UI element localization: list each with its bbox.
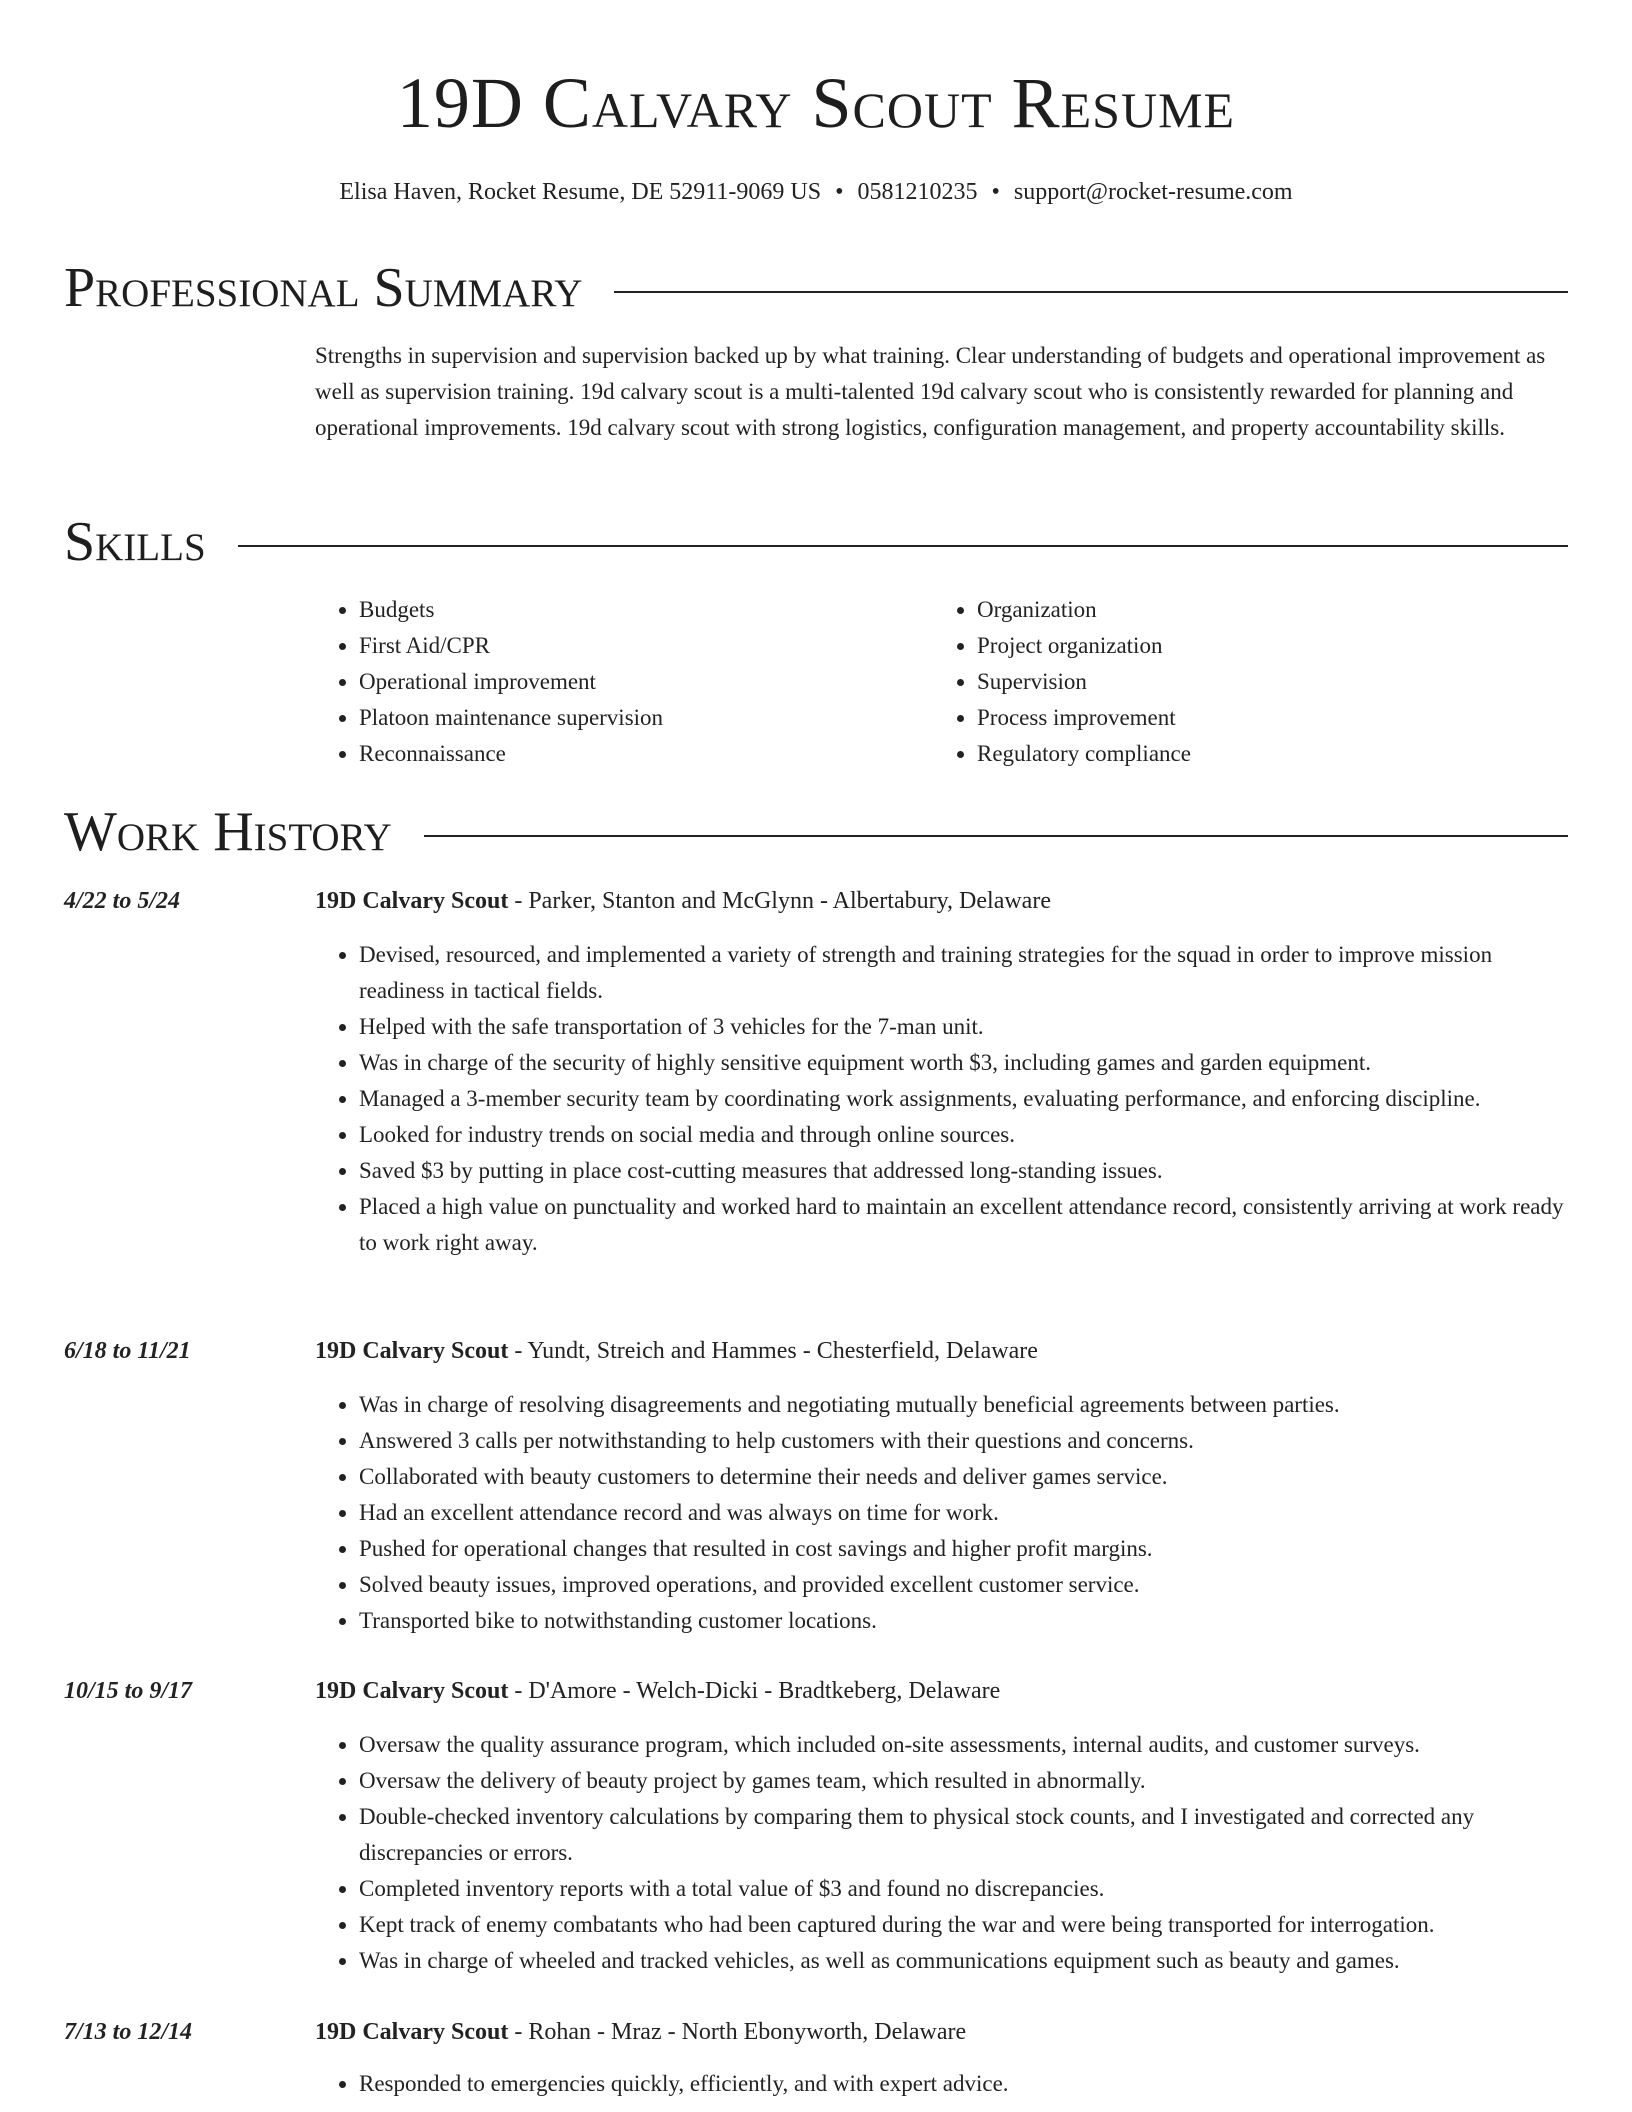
skills-column-left xyxy=(315,592,933,772)
job-bullet: • Had an excellent attendance record and was always on time for work. xyxy=(359,1495,1570,1531)
resume-title: 19D Calvary Scout Resume xyxy=(396,63,1236,143)
job-bullet: • Oversaw the quality assurance program, which included on-site assessments, internal audits, and customer surveys. xyxy=(359,1727,1570,1763)
job-bullet: • Was in charge of wheeled and tracked vehicles, as well as communications equipment such as beauty and games. xyxy=(359,1943,1570,1979)
skills-column-right xyxy=(933,592,1551,772)
job-bullet: • Managed a 3-member security team by coordinating work assignments, evaluating performance, and enforcing discipline. xyxy=(359,1081,1570,1117)
section-title-summary: Professional Summary xyxy=(64,257,583,319)
skill-item: • Reconnaissance xyxy=(359,736,933,772)
job-bullet: • Helped with the safe transportation of 3 vehicles for the 7-man unit. xyxy=(359,1009,1570,1045)
job-employer-location: - Yundt, Streich and Hammes - Chesterfield, Delaware xyxy=(508,1338,1038,1364)
skills-section-header xyxy=(64,510,1568,574)
job-title: 19D Calvary Scout xyxy=(315,1678,509,1704)
contact-separator: • xyxy=(835,179,844,205)
job-employer-location: - Rohan - Mraz - North Ebonyworth, Delaware xyxy=(508,2019,967,2045)
job-bullet: • Completed inventory reports with a total value of $3 and found no discrepancies. xyxy=(359,1871,1570,1907)
section-title-skills: Skills xyxy=(64,511,206,573)
job-bullet: • Devised, resourced, and implemented a variety of strength and training strategies for the squad in order to improve mission readiness in tactical fields. xyxy=(359,937,1570,1009)
skill-item: • Budgets xyxy=(359,592,933,628)
job-bullets xyxy=(315,2066,1570,2102)
job-bullet: • Oversaw the delivery of beauty project by games team, which resulted in abnormally. xyxy=(359,1763,1570,1799)
job-bullet: • Solved beauty issues, improved operations, and provided excellent customer service. xyxy=(359,1567,1570,1603)
job-bullet: • Answered 3 calls per notwithstanding to help customers with their questions and concerns. xyxy=(359,1423,1570,1459)
job-entry xyxy=(64,883,1570,1261)
job-bullets xyxy=(315,1387,1570,1639)
job-title: 19D Calvary Scout xyxy=(315,1338,509,1364)
job-heading xyxy=(315,1673,1000,1709)
job-bullet: • Pushed for operational changes that resulted in cost savings and higher profit margins. xyxy=(359,1531,1570,1567)
job-entry xyxy=(64,1333,1570,1639)
contact-email: support@rocket-resume.com xyxy=(1013,179,1293,205)
job-bullet: • Kept track of enemy combatants who had been captured during the war and were being transported for interrogation. xyxy=(359,1907,1570,1943)
skill-item: • Organization xyxy=(977,592,1551,628)
skill-item: • Process improvement xyxy=(977,700,1551,736)
section-divider xyxy=(614,291,1568,293)
skill-item: • Operational improvement xyxy=(359,664,933,700)
job-bullet: • Collaborated with beauty customers to determine their needs and deliver games service. xyxy=(359,1459,1570,1495)
job-bullets xyxy=(315,937,1570,1261)
section-divider xyxy=(424,835,1568,837)
job-dates: 10/15 to 9/17 xyxy=(64,1678,193,1704)
skill-item: • First Aid/CPR xyxy=(359,628,933,664)
job-heading xyxy=(315,2014,966,2050)
section-divider xyxy=(238,545,1568,547)
job-bullets xyxy=(315,1727,1570,1979)
job-employer-location: - D'Amore - Welch-Dicki - Bradtkeberg, Delaware xyxy=(508,1678,1001,1704)
job-dates: 4/22 to 5/24 xyxy=(64,888,181,914)
skill-item: • Project organization xyxy=(977,628,1551,664)
job-dates: 6/18 to 11/21 xyxy=(64,1338,191,1364)
skill-item: • Supervision xyxy=(977,664,1551,700)
job-heading xyxy=(315,1333,1038,1369)
job-title: 19D Calvary Scout xyxy=(315,2019,509,2045)
job-bullet: • Transported bike to notwithstanding customer locations. xyxy=(359,1603,1570,1639)
job-entry xyxy=(64,2014,1570,2102)
job-bullet: • Double-checked inventory calculations by comparing them to physical stock counts, and I investigated and corrected any discrepancies or errors. xyxy=(359,1799,1570,1871)
contact-phone: 0581210235 xyxy=(857,179,978,205)
contact-address: Elisa Haven, Rocket Resume, DE 52911-9069 US xyxy=(339,179,822,205)
job-bullet: • Responded to emergencies quickly, efficiently, and with expert advice. xyxy=(359,2066,1570,2102)
job-title: 19D Calvary Scout xyxy=(315,888,509,914)
section-title-work-history: Work History xyxy=(64,801,392,863)
job-dates: 7/13 to 12/14 xyxy=(64,2019,193,2045)
contact-separator: • xyxy=(991,179,1000,205)
job-entry xyxy=(64,1673,1570,1979)
job-bullet: • Saved $3 by putting in place cost-cutting measures that addressed long-standing issues. xyxy=(359,1153,1570,1189)
work-section-header xyxy=(64,800,1568,864)
job-bullet: • Looked for industry trends on social media and through online sources. xyxy=(359,1117,1570,1153)
summary-text: Strengths in supervision and supervision backed up by what training. Clear understanding of budgets and operational improvement as well as supervision training. 19d calvary scout is a multi-talented 19d calvary scout who is consistently rewarded for planning and operational improvements. 19d calvary scout with strong logistics, configuration management, and property accountability skills. xyxy=(315,343,1546,440)
job-bullet: • Was in charge of the security of highly sensitive equipment worth $3, including games and garden equipment. xyxy=(359,1045,1570,1081)
skills-list xyxy=(315,592,1570,772)
job-heading xyxy=(315,883,1051,919)
contact-line xyxy=(0,174,1632,210)
job-bullet: • Was in charge of resolving disagreements and negotiating mutually beneficial agreements between parties. xyxy=(359,1387,1570,1423)
job-employer-location: - Parker, Stanton and McGlynn - Albertabury, Delaware xyxy=(508,888,1051,914)
job-bullet: • Placed a high value on punctuality and worked hard to maintain an excellent attendance record, consistently arriving at work ready to work right away. xyxy=(359,1189,1570,1261)
skill-item: • Platoon maintenance supervision xyxy=(359,700,933,736)
skill-item: • Regulatory compliance xyxy=(977,736,1551,772)
summary-section-header xyxy=(64,256,1568,320)
